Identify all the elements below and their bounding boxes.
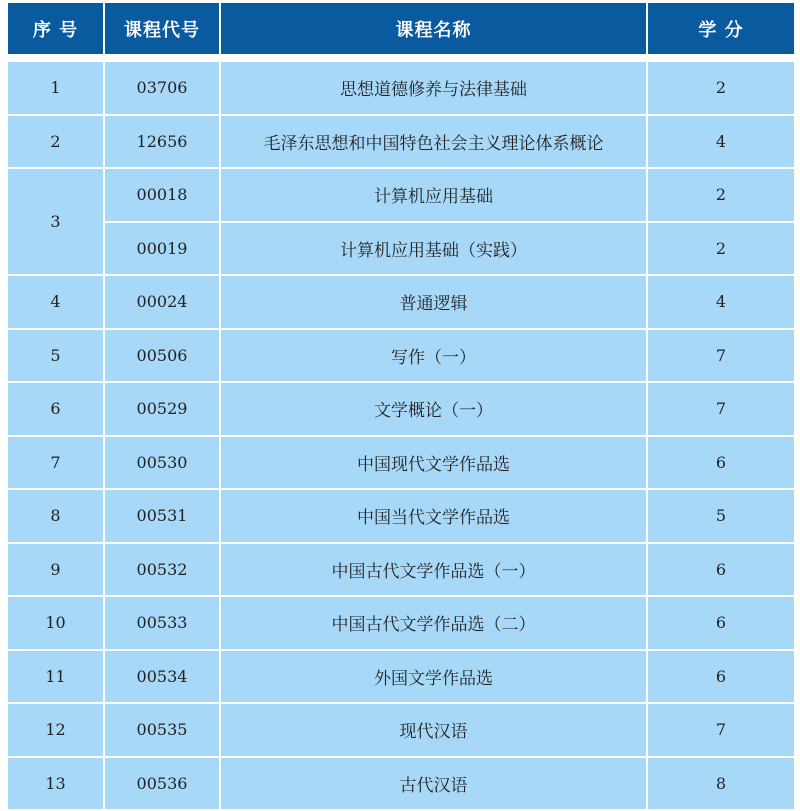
cell-serial-number: 12	[7, 703, 104, 757]
table-row	[7, 61, 795, 115]
header-spacer-cell	[7, 54, 795, 61]
table-row	[7, 115, 795, 169]
cell-course-name: 古代汉语	[220, 757, 647, 811]
cell-serial-number: 1	[7, 61, 104, 115]
table-row	[7, 650, 795, 704]
cell-course-name: 计算机应用基础（实践）	[220, 222, 647, 276]
cell-serial-number: 11	[7, 650, 104, 704]
cell-serial-number: 10	[7, 596, 104, 650]
cell-course-name: 中国古代文学作品选（二）	[220, 596, 647, 650]
cell-course-code: 00018	[104, 168, 220, 222]
table-row	[7, 757, 795, 811]
header-row	[7, 3, 795, 54]
cell-course-code: 00531	[104, 489, 220, 543]
cell-credits: 6	[647, 596, 795, 650]
table-row	[7, 168, 795, 222]
cell-course-name: 普通逻辑	[220, 275, 647, 329]
cell-credits: 2	[647, 168, 795, 222]
cell-credits: 6	[647, 436, 795, 490]
cell-course-name: 现代汉语	[220, 703, 647, 757]
cell-serial-number: 9	[7, 543, 104, 597]
cell-serial-number: 8	[7, 489, 104, 543]
cell-course-code: 00535	[104, 703, 220, 757]
cell-serial-number: 5	[7, 329, 104, 383]
cell-serial-number: 2	[7, 115, 104, 169]
cell-course-name: 中国当代文学作品选	[220, 489, 647, 543]
cell-course-code: 00536	[104, 757, 220, 811]
cell-serial-number: 6	[7, 382, 104, 436]
cell-course-name: 计算机应用基础	[220, 168, 647, 222]
table-row	[7, 329, 795, 383]
cell-course-name: 中国古代文学作品选（一）	[220, 543, 647, 597]
cell-credits: 6	[647, 543, 795, 597]
header-spacer	[7, 54, 795, 61]
cell-credits: 8	[647, 757, 795, 811]
cell-credits: 2	[647, 61, 795, 115]
course-table-container	[6, 3, 794, 811]
table-row	[7, 222, 795, 276]
table-row	[7, 489, 795, 543]
cell-serial-number: 13	[7, 757, 104, 811]
cell-credits: 2	[647, 222, 795, 276]
cell-credits: 7	[647, 329, 795, 383]
cell-serial-number: 7	[7, 436, 104, 490]
course-table	[6, 3, 796, 811]
cell-course-name: 中国现代文学作品选	[220, 436, 647, 490]
cell-course-code: 12656	[104, 115, 220, 169]
cell-course-code: 00532	[104, 543, 220, 597]
cell-credits: 5	[647, 489, 795, 543]
cell-course-code: 00534	[104, 650, 220, 704]
table-row	[7, 543, 795, 597]
cell-course-name: 思想道德修养与法律基础	[220, 61, 647, 115]
table-row	[7, 596, 795, 650]
cell-course-code: 00019	[104, 222, 220, 276]
table-row	[7, 703, 795, 757]
header-course-name: 课程名称	[220, 3, 647, 54]
table-row	[7, 275, 795, 329]
table-body	[7, 61, 795, 810]
cell-course-code: 00533	[104, 596, 220, 650]
cell-course-code: 00529	[104, 382, 220, 436]
cell-credits: 7	[647, 382, 795, 436]
cell-credits: 4	[647, 115, 795, 169]
header-credits: 学 分	[647, 3, 795, 54]
header-serial-number: 序 号	[7, 3, 104, 54]
cell-credits: 7	[647, 703, 795, 757]
cell-course-code: 00506	[104, 329, 220, 383]
cell-course-code: 00530	[104, 436, 220, 490]
cell-course-code: 00024	[104, 275, 220, 329]
cell-course-name: 外国文学作品选	[220, 650, 647, 704]
cell-credits: 6	[647, 650, 795, 704]
table-row	[7, 382, 795, 436]
cell-serial-number: 4	[7, 275, 104, 329]
cell-course-name: 毛泽东思想和中国特色社会主义理论体系概论	[220, 115, 647, 169]
cell-serial-number: 3	[7, 168, 104, 275]
cell-course-name: 文学概论（一）	[220, 382, 647, 436]
table-row	[7, 436, 795, 490]
header-course-code: 课程代号	[104, 3, 220, 54]
cell-course-code: 03706	[104, 61, 220, 115]
cell-credits: 4	[647, 275, 795, 329]
table-header	[7, 3, 795, 61]
cell-course-name: 写作（一）	[220, 329, 647, 383]
